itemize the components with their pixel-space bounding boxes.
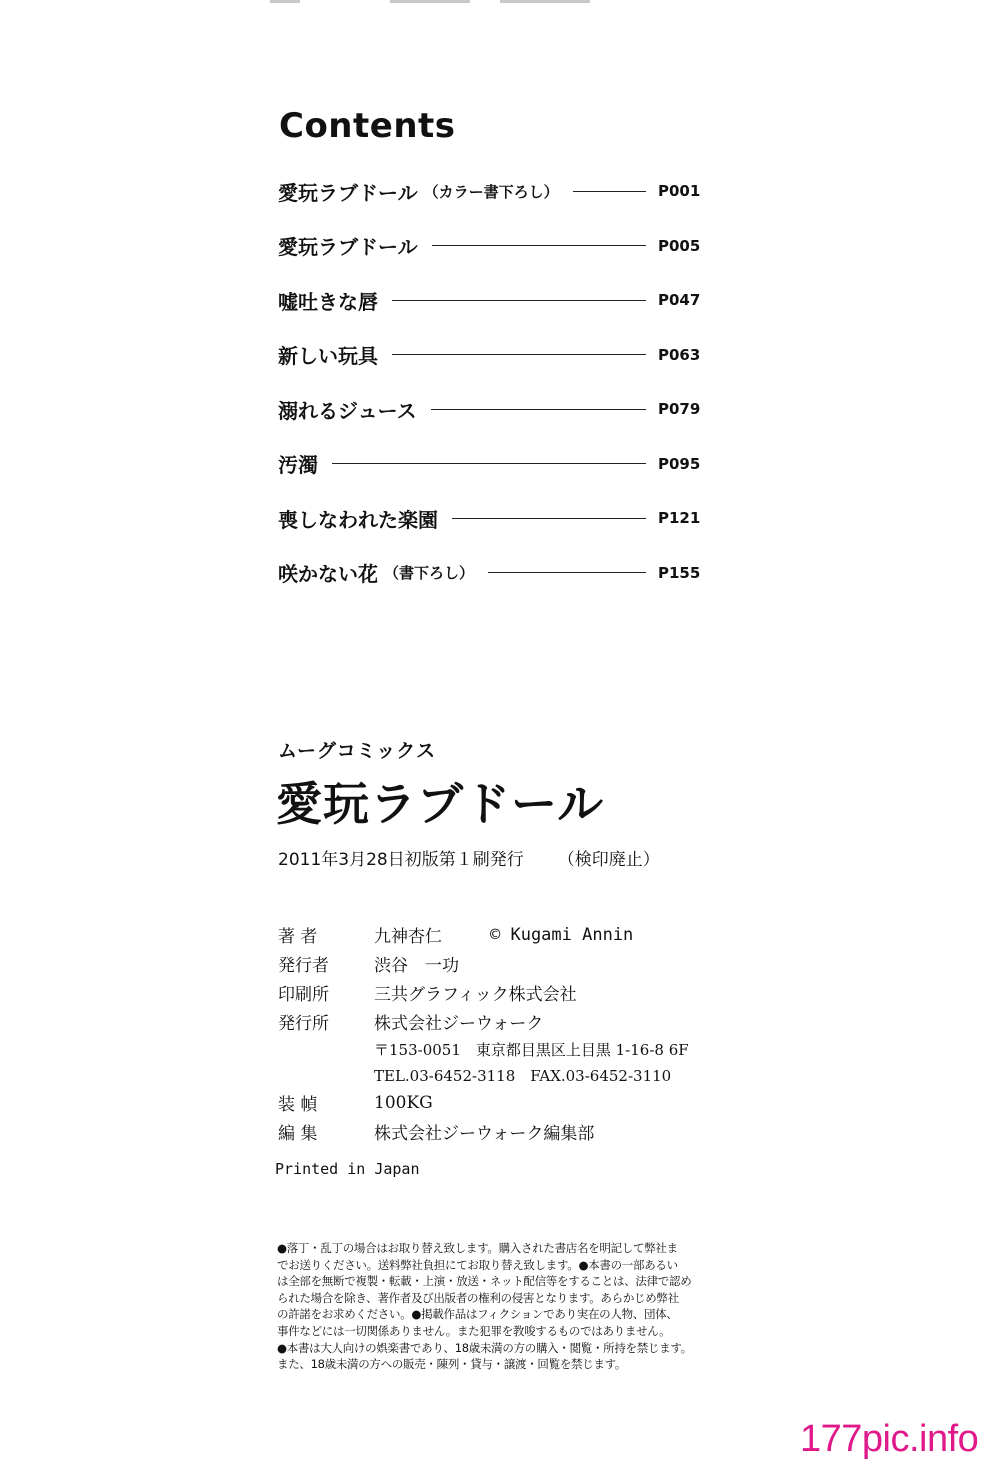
legal-note-line: は全部を無断で複製・転載・上演・放送・ネット配信等をすることは、法律で認め <box>277 1274 692 1289</box>
credit-row <box>278 949 758 978</box>
imprint-label: ムーグコミックス <box>278 740 437 762</box>
toc-title: 新しい玩具 <box>278 344 378 369</box>
toc-leader-line <box>332 463 646 464</box>
table-of-contents <box>278 164 701 600</box>
toc-page: P095 <box>658 454 701 473</box>
toc-page: P155 <box>658 563 701 582</box>
credit-value: 株式会社ジーウォーク <box>374 1014 544 1034</box>
address-row <box>278 1036 758 1062</box>
legal-note-line: ●落丁・乱丁の場合はお取り替え致します。購入された書店名を明記して弊社ま <box>277 1241 678 1255</box>
toc-leader-line <box>392 354 646 355</box>
credit-row <box>278 1007 758 1036</box>
phone-row <box>278 1062 758 1088</box>
toc-note: （カラー書下ろし） <box>423 182 559 201</box>
toc-page: P063 <box>658 345 701 364</box>
toc-page: P047 <box>658 291 701 310</box>
toc-page: P121 <box>658 509 701 528</box>
stamp-note: （検印廃止） <box>557 850 660 870</box>
credit-label: 著 者 <box>278 927 318 947</box>
credit-value: 渋谷 一功 <box>374 956 459 976</box>
toc-entry[interactable] <box>278 164 701 219</box>
toc-page: P005 <box>658 236 701 255</box>
toc-page: P079 <box>658 400 701 419</box>
toc-leader-line <box>452 518 646 519</box>
printed-in-japan: Printed in Japan <box>275 1160 420 1178</box>
watermark: 177pic.info <box>800 1418 979 1460</box>
legal-note-line: ●本書は大人向けの娯楽書であり、18歳未満の方の購入・閲覧・所持を禁じます。 <box>277 1340 692 1355</box>
toc-leader-line <box>431 409 646 410</box>
toc-page: P001 <box>658 182 701 201</box>
credit-value: 三共グラフィック株式会社 <box>374 985 577 1005</box>
toc-entry[interactable] <box>278 491 701 546</box>
credit-label: 編 集 <box>278 1124 318 1144</box>
credit-row <box>278 1117 758 1146</box>
legal-notes <box>277 1240 717 1373</box>
toc-leader-line <box>392 300 646 301</box>
copyright-notice: © Kugami Annin <box>490 924 634 945</box>
toc-title: 嘘吐きな唇 <box>278 289 378 314</box>
toc-title: 喪しなわれた楽園 <box>278 507 438 532</box>
credit-row <box>278 920 758 949</box>
toc-title: 愛玩ラブドール <box>278 235 418 260</box>
credits-block <box>278 920 758 1146</box>
credit-label: 印刷所 <box>278 985 329 1005</box>
publication-date: 2011年3月28日初版第１刷発行 <box>278 850 524 870</box>
publisher-phone: TEL.03-6452-3118 FAX.03-6452-3110 <box>374 1066 672 1085</box>
toc-leader-line <box>488 572 646 573</box>
publication-date-line <box>278 845 660 870</box>
toc-entry[interactable] <box>278 219 701 274</box>
credit-label: 発行者 <box>278 956 329 976</box>
toc-note: （書下ろし） <box>384 564 475 583</box>
credit-row <box>278 1088 758 1117</box>
book-title: 愛玩ラブドール <box>276 777 605 831</box>
credit-value: 株式会社ジーウォーク編集部 <box>374 1124 595 1144</box>
toc-title: 汚濁 <box>278 453 318 478</box>
credit-value: 100KG <box>374 1092 433 1113</box>
toc-entry[interactable] <box>278 437 701 492</box>
toc-title: 愛玩ラブドール <box>278 180 418 205</box>
toc-title: 溺れるジュース <box>278 398 417 423</box>
toc-leader-line <box>432 245 646 246</box>
toc-entry[interactable] <box>278 546 701 601</box>
credit-label: 発行所 <box>278 1014 329 1034</box>
legal-note-line: られた場合を除き、著作者及び出版者の権利の侵害となります。あらかじめ弊社 <box>277 1290 679 1305</box>
toc-entry[interactable] <box>278 382 701 437</box>
contents-heading: Contents <box>279 106 456 146</box>
toc-entry[interactable] <box>278 328 701 383</box>
toc-title: 咲かない花 <box>278 562 378 587</box>
toc-entry[interactable] <box>278 273 701 328</box>
legal-note-line: でお送りください。送料弊社負担にてお取り替え致します。●本書の一部あるい <box>277 1257 678 1272</box>
top-bleed-marks <box>270 0 630 6</box>
legal-note-line: また、18歳未満の方への販売・陳列・貸与・譲渡・回覧を禁じます。 <box>277 1357 627 1372</box>
credit-value: 九神杏仁 <box>374 927 442 947</box>
legal-note-line: の許諾をお求めください。●掲載作品はフィクションであり実在の人物、団体、 <box>277 1307 678 1322</box>
publisher-address: 〒153-0051 東京都目黒区上目黒 1-16-8 6F <box>374 1040 689 1059</box>
toc-leader-line <box>573 191 646 192</box>
legal-note-line: 事件などには一切関係ありません。また犯罪を教唆するものではありません。 <box>277 1323 671 1338</box>
credit-row <box>278 978 758 1007</box>
credit-label: 装 幀 <box>278 1095 318 1115</box>
